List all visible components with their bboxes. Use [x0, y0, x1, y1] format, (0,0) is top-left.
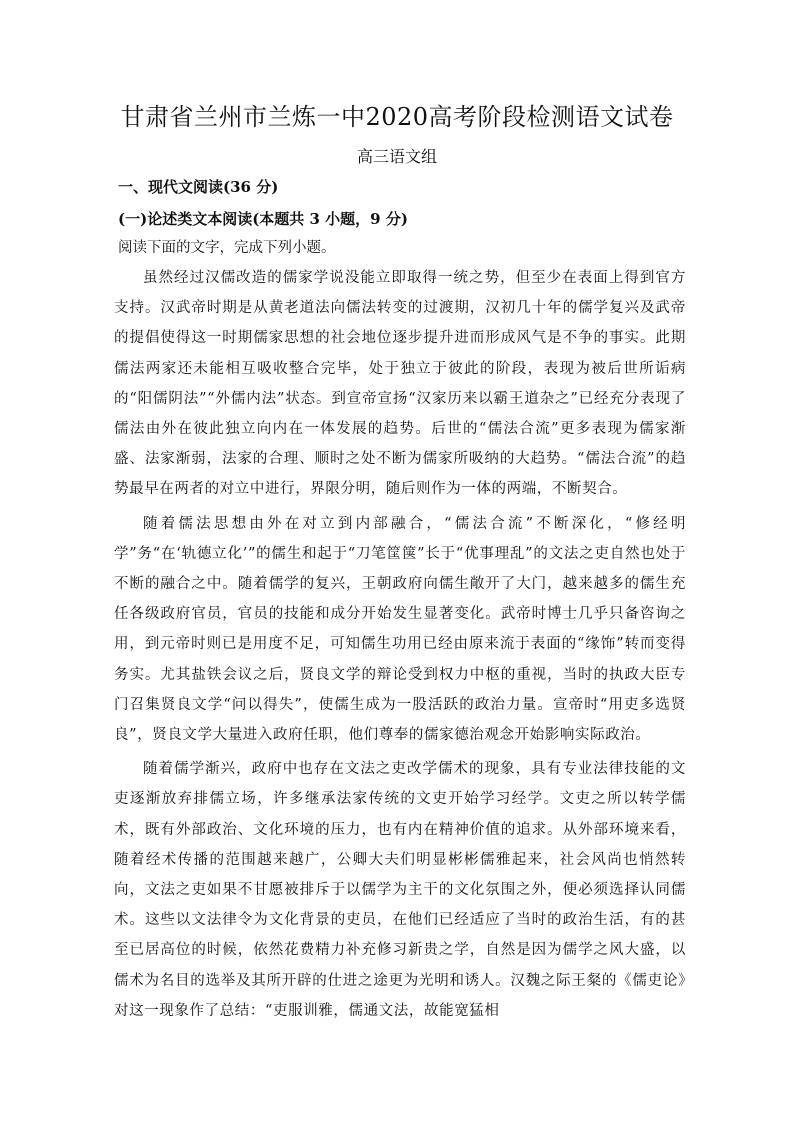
- reading-instruction: 阅读下面的文字，完成下列小题。: [118, 240, 336, 256]
- paragraph-text: 虽然经过汉儒改造的儒家学说没能立即取得一统之势，但至少在表面上得到官方支持。汉武帝时期是从黄老道法向儒法转变的过渡期，汉初几十年的儒学复兴及武帝的提倡使得这一时期儒家思想的社会地位逐步提升进而形成风气是不争的事实。此期儒法两家还未能相互吸收整合完毕，处于独立于彼此的阶段，表现为被后世所诟病的“阳儒阴法”“外儒内法”状态。到宣帝宣扬“汉家历来以霸王道杂之”已经充分表现了儒法由外在彼此独立向内在一体发展的趋势。后世的“儒法合流”更多表现为儒家渐盛、法家渐弱，法家的合理、顺时之处不断为儒家所吸纳的大趋势。“儒法合流”的趋势最早在两者的对立中进行，界限分明，随后则作为一体的两端，不断契合。: [114, 270, 686, 498]
- paragraph-3: [114, 754, 686, 1026]
- reading-passage: [114, 263, 686, 1030]
- paragraph-text: 随着儒学渐兴，政府中也存在文法之吏改学儒术的现象，具有专业法律技能的文吏逐渐放弃排儒立场，许多继承法家传统的文吏开始学习经学。文吏之所以转学儒术，既有外部政治、文化环境的压力，也有内在精神价值的追求。从外部环境来看，随着经术传播的范围越来越广，公卿大夫们明显彬彬儒雅起来，社会风尚也悄然转向，文法之吏如果不甘愿被排斥于以儒学为主干的文化氛围之外，便必须选择认同儒术。这些以文法律令为文化背景的吏员，在他们已经适应了当时的政治生活，有的甚至已居高位的时候，依然花费精力补充修习新贵之学，自然是因为儒学之风大盛，以儒术为名目的选举及其所开辟的仕进之途更为光明和诱人。汉魏之际王粲的《儒吏论》对这一现象作了总结：“吏服训雅，儒通文法，故能宽猛相: [114, 761, 686, 1019]
- paragraph-2: [114, 509, 686, 751]
- document-subtitle: 高三语文组: [356, 147, 437, 166]
- subsection-heading: (一)论述类文本阅读(本题共 3 小题，9 分): [118, 210, 408, 228]
- document-title: 甘肃省兰州市兰炼一中2020高考阶段检测语文试卷: [120, 103, 674, 131]
- paragraph-1: [114, 263, 686, 505]
- section-heading: 一、现代文阅读(36 分): [118, 178, 279, 196]
- paragraph-text: 随着儒法思想由外在对立到内部融合，“儒法合流”不断深化，“修经明学”务“在‘轨德立化’”的儒生和起于“刀笔筐箧”长于“优事理乱”的文法之吏自然也处于不断的融合之中。随着儒学的复兴，王朝政府向儒生敞开了大门，越来越多的儒生充任各级政府官员，官员的技能和成分开始发生显著变化。武帝时博士几乎只备咨询之用，到元帝时则已是用度不足，可知儒生功用已经由原来流于表面的“缘饰”转而变得务实。尤其盐铁会议之后，贤良文学的辩论受到权力中枢的重视，当时的执政大臣专门召集贤良文学“问以得失”，使儒生成为一股活跃的政治力量。宣帝时“用吏多选贤良”，贤良文学大量进入政府任职，他们尊奉的儒家德治观念开始影响实际政治。: [114, 515, 686, 744]
